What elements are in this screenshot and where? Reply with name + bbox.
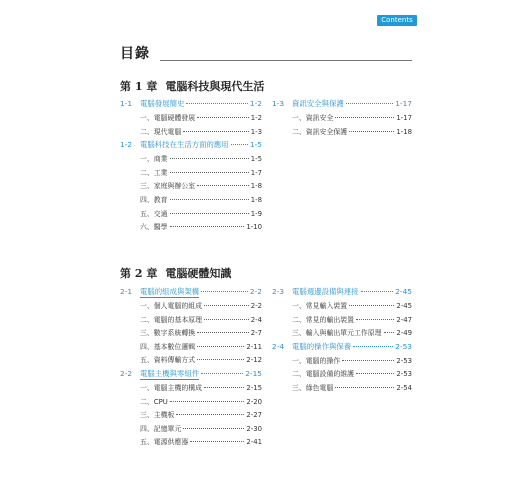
chapter-1-left-column [120,98,262,235]
item-title: 二、電腦設備的維護 [292,370,355,379]
toc-item[interactable] [120,314,262,328]
chapter-2-right-column [272,286,412,396]
item-title: 一、電腦硬體發展 [140,114,196,122]
item-title: 二、工業 [140,168,168,177]
dot-leader [204,305,249,306]
toc-item[interactable] [120,436,262,450]
section-page: 1-5 [249,140,262,150]
page-title: 目錄 [120,46,150,62]
item-page: 2-41 [246,438,262,447]
dot-leader [384,332,395,333]
item-page: 1-18 [396,127,412,136]
section-title: 電腦主機與零組件 [140,368,200,378]
item-title: 五、電源供應器 [140,438,189,447]
chapter-1-heading [120,78,264,94]
chapter-2-heading [120,265,231,281]
item-page: 1-3 [250,127,262,136]
chapter-1-name: 電腦科技與現代生活 [165,80,265,93]
item-title: 三、輸入與輸出單元工作原理 [292,329,382,338]
item-title: 五、交通 [140,209,168,218]
item-page: 2-15 [246,383,262,392]
item-page: 2-45 [396,302,412,310]
section-number: 2-1 [120,287,133,296]
title-rule [160,60,412,61]
toc-item[interactable] [120,341,262,355]
item-title: 二、CPU [140,397,168,406]
item-page: 2-4 [250,315,262,324]
toc-item[interactable] [120,300,262,314]
item-title: 六、醫學 [140,223,168,232]
dot-leader [197,332,249,333]
toc-item[interactable] [272,355,412,369]
toc-item[interactable] [120,208,262,222]
dot-leader [204,319,249,320]
section-number: 1-1 [120,99,133,108]
item-title: 一、商業 [140,155,168,164]
section-page: 2-15 [245,368,262,378]
toc-item[interactable] [272,382,412,396]
dot-leader [170,226,245,227]
item-title: 一、常見輸入裝置 [292,302,348,310]
section-title: 資訊安全與保護 [292,99,344,108]
dot-leader [201,373,243,374]
item-page: 2-30 [246,424,262,433]
section-page: 2-2 [249,287,262,296]
dot-leader [346,103,393,104]
section-title: 電腦的組成與架構 [140,287,200,296]
dot-leader [170,213,249,214]
item-page: 1-9 [250,209,262,218]
section-title: 電腦科技在生活方面的應用 [140,140,229,150]
dot-leader [231,144,248,145]
item-title: 二、常見的輸出裝置 [292,315,355,324]
item-title: 一、個人電腦的組成 [140,302,203,310]
toc-item[interactable] [120,354,262,368]
dot-leader [170,199,249,200]
section-page: 1-2 [249,99,262,108]
toc-item[interactable] [272,112,412,126]
item-title: 二、資訊安全保護 [292,127,348,136]
toc-section-2-1[interactable] [120,286,262,300]
dot-leader [197,346,244,347]
dot-leader [335,387,394,388]
item-title: 四、基本數位邏輯 [140,342,196,351]
item-page: 2-54 [396,383,412,392]
item-page: 1-8 [250,182,262,191]
dot-leader [356,373,394,374]
toc-item[interactable] [120,382,262,396]
chapter-2-left-column [120,286,262,450]
item-page: 1-2 [250,114,262,122]
toc-item[interactable] [120,194,262,208]
dot-leader [183,131,248,132]
item-title: 四、教育 [140,195,168,204]
item-page: 1-5 [250,155,262,164]
toc-item[interactable] [272,126,412,140]
toc-section-1-2[interactable] [120,139,262,153]
dot-leader [349,131,394,132]
item-title: 三、數字系統轉換 [140,329,196,338]
dot-leader [170,401,245,402]
section-title: 電腦週邊設備與連接 [292,287,359,296]
toc-item[interactable] [120,423,262,437]
dot-leader [204,387,244,388]
toc-item[interactable] [120,180,262,194]
item-page: 2-2 [250,302,262,310]
dot-leader [190,441,244,442]
section-number: 2-2 [120,368,133,378]
item-page: 2-53 [396,370,412,379]
toc-item[interactable] [120,221,262,235]
dot-leader [170,158,249,159]
dot-leader [197,117,249,118]
item-title: 一、電腦的操作 [292,356,341,365]
item-title: 四、記憶單元 [140,424,182,433]
section-title: 電腦的操作與保養 [292,341,352,351]
item-title: 二、現代電腦 [140,127,182,136]
toc-item[interactable] [120,327,262,341]
toc-item[interactable] [120,409,262,423]
item-title: 五、資料傳輸方式 [140,356,196,365]
toc-item[interactable] [120,126,262,140]
item-title: 一、資訊安全 [292,114,334,122]
toc-item[interactable] [272,368,412,382]
item-page: 2-49 [396,329,412,338]
toc-item[interactable] [120,153,262,167]
dot-leader [197,359,244,360]
section-number: 2-3 [272,287,285,296]
toc-section-2-4[interactable] [272,341,412,355]
contents-tab[interactable]: Contents [377,15,417,26]
dot-leader [353,346,393,347]
toc-item[interactable] [272,327,412,341]
item-page: 2-20 [246,397,262,406]
toc-item[interactable] [120,396,262,410]
dot-leader [356,319,394,320]
toc-section-1-1[interactable] [120,98,262,112]
item-page: 2-11 [246,342,262,351]
dot-leader [201,291,248,292]
section-page: 2-45 [395,287,412,296]
item-page: 2-27 [246,411,262,420]
item-page: 1-17 [396,114,412,122]
section-title: 電腦發展簡史 [140,99,185,108]
toc-item[interactable] [120,167,262,181]
toc-item[interactable] [272,314,412,328]
toc-section-1-3[interactable] [272,98,412,112]
item-page: 2-53 [396,356,412,365]
item-title: 三、綠色電腦 [292,383,334,392]
dot-leader [176,414,244,415]
chapter-2-label: 第 2 章 [120,267,158,280]
item-page: 2-7 [250,329,262,338]
toc-section-2-3[interactable] [272,286,412,300]
dot-leader [197,185,249,186]
section-number: 2-4 [272,341,285,351]
item-page: 1-8 [250,195,262,204]
toc-item[interactable] [120,112,262,126]
section-number: 1-3 [272,99,285,108]
chapter-2-name: 電腦硬體知識 [165,267,232,280]
section-number: 1-2 [120,140,133,150]
dot-leader [335,117,394,118]
dot-leader [349,305,394,306]
item-title: 三、家庭與辦公室 [140,182,196,191]
section-page: 2-53 [395,341,412,351]
dot-leader [342,360,394,361]
dot-leader [361,291,394,292]
toc-item[interactable] [272,300,412,314]
item-page: 2-12 [246,356,262,365]
item-title: 二、電腦的基本原理 [140,315,203,324]
chapter-1-label: 第 1 章 [120,80,158,93]
item-title: 三、主機板 [140,411,175,420]
dot-leader [186,103,248,104]
chapter-1-right-column [272,98,412,139]
item-page: 1-10 [246,223,262,232]
section-page: 1-17 [395,99,412,108]
item-page: 1-7 [250,168,262,177]
item-title: 一、電腦主機的構成 [140,383,203,392]
dot-leader [183,428,244,429]
item-page: 2-47 [396,315,412,324]
dot-leader [170,172,249,173]
toc-section-2-2[interactable] [120,368,262,382]
